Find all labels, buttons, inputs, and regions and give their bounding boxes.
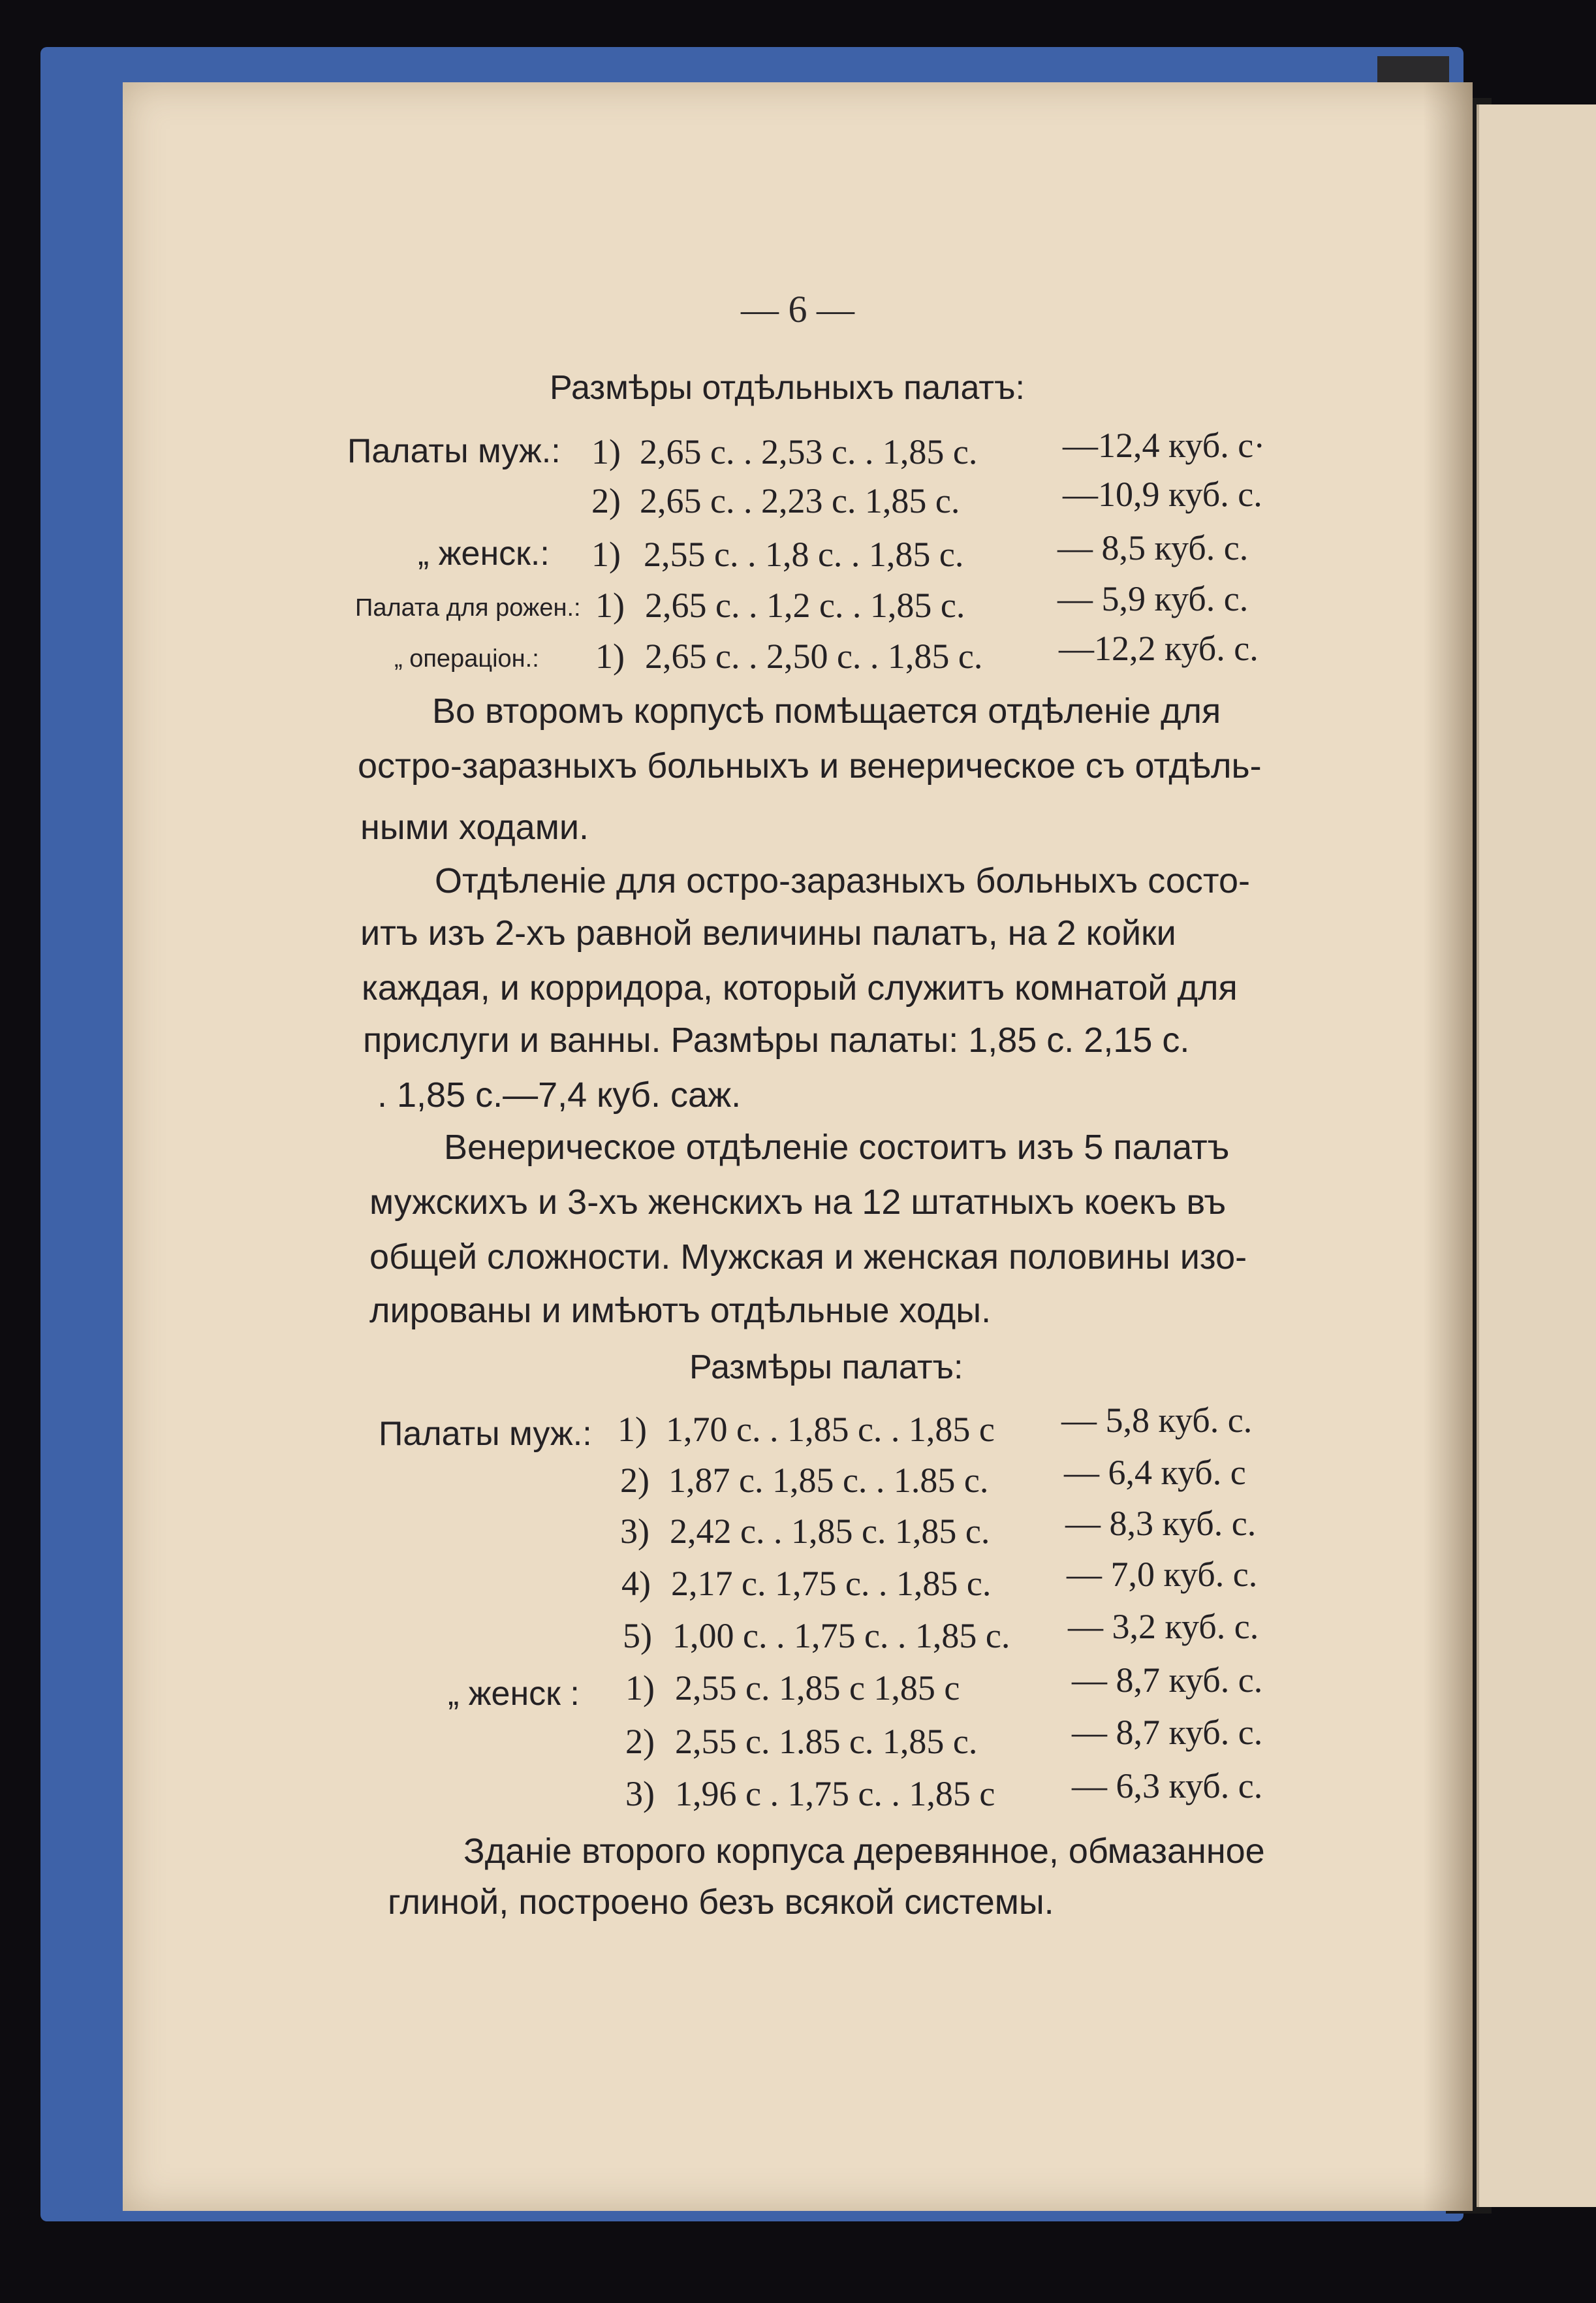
- s2-row6-dims: 2,55 с. 1,85 с 1,85 с: [675, 1668, 960, 1707]
- s1-row4-idx: 1): [595, 586, 625, 625]
- s1-row5-label: „ операціон.:: [394, 645, 539, 673]
- para1-line3: ными ходами.: [360, 808, 589, 847]
- s1-row3-result: — 8,5 куб. с.: [1057, 528, 1249, 567]
- para1-line2: остро-заразныхъ больныхъ и венерическое съ отдѣль-: [358, 746, 1262, 786]
- s2-row7-idx: 2): [625, 1722, 655, 1761]
- s1-row1-label: Палаты муж.:: [347, 432, 561, 470]
- para3-line1: Венерическое отдѣленіе состоитъ изъ 5 палатъ: [444, 1128, 1230, 1167]
- s1-row4-label: Палата для рожен.:: [355, 594, 581, 622]
- page-number: — 6 —: [741, 288, 854, 330]
- s2-row8-idx: 3): [625, 1774, 655, 1813]
- s2-row1-label: Палаты муж.:: [379, 1415, 592, 1453]
- s2-row4-idx: 4): [621, 1564, 651, 1603]
- s1-row3-label: „ женск.:: [418, 535, 550, 573]
- s2-row1-result: — 5,8 куб. с.: [1061, 1401, 1253, 1440]
- s2-row8-result: — 6,3 куб. с.: [1072, 1766, 1263, 1805]
- s1-row4-result: — 5,9 куб. с.: [1057, 579, 1249, 618]
- s2-row6-result: — 8,7 куб. с.: [1072, 1660, 1263, 1700]
- s1-row1-dims: 2,65 с. . 2,53 с. . 1,85 с.: [640, 432, 978, 471]
- s1-row3-dims: 2,55 с. . 1,8 с. . 1,85 с.: [644, 535, 964, 574]
- s2-row3-dims: 2,42 с. . 1,85 с. 1,85 с.: [670, 1512, 990, 1551]
- para3-line4: лированы и имѣютъ отдѣльные ходы.: [369, 1291, 992, 1330]
- s2-row2-idx: 2): [620, 1461, 649, 1500]
- s2-row3-result: — 8,3 куб. с.: [1065, 1504, 1257, 1543]
- s2-row7-result: — 8,7 куб. с.: [1072, 1713, 1263, 1752]
- s1-row5-idx: 1): [595, 637, 625, 676]
- s2-row1-dims: 1,70 с. . 1,85 с. . 1,85 с: [666, 1410, 995, 1449]
- page-gutter-shade: [1423, 82, 1473, 2211]
- para2-line2: итъ изъ 2-хъ равной величины палатъ, на 2 койки: [360, 913, 1176, 953]
- s1-row4-dims: 2,65 с. . 1,2 с. . 1,85 с.: [645, 586, 965, 625]
- para2-line1: Отдѣленіе для остро-заразныхъ больныхъ состо-: [435, 861, 1250, 900]
- para3-line3: общей сложности. Мужская и женская половины изо-: [369, 1237, 1247, 1277]
- para3-line2: мужскихъ и 3-хъ женскихъ на 12 штатныхъ коекъ въ: [369, 1183, 1227, 1222]
- s2-row6-idx: 1): [625, 1668, 655, 1707]
- s1-row1-idx: 1): [591, 432, 621, 471]
- s2-row6-label: „ женск :: [448, 1675, 580, 1713]
- para1-line1: Во второмъ корпусѣ помѣщается отдѣленіе для: [432, 691, 1221, 731]
- s1-row1-result: —12,4 куб. с·: [1063, 426, 1266, 465]
- para4-line2: глиной, построено безъ всякой системы.: [388, 1882, 1054, 1922]
- s1-row5-result: —12,2 куб. с.: [1059, 629, 1259, 668]
- s2-row2-result: — 6,4 куб. с: [1064, 1453, 1246, 1492]
- s2-row2-dims: 1,87 с. 1,85 с. . 1.85 с.: [668, 1461, 989, 1500]
- s2-row7-dims: 2,55 с. 1.85 с. 1,85 с.: [675, 1722, 978, 1761]
- para2-line3: каждая, и корридора, который служитъ комнатой для: [362, 968, 1238, 1008]
- s1-row2-dims: 2,65 с. . 2,23 с. 1,85 с.: [640, 481, 960, 520]
- para4-line1: Зданіе второго корпуса деревянное, обмазанное: [463, 1832, 1265, 1871]
- s2-row3-idx: 3): [620, 1512, 649, 1551]
- s2-row1-idx: 1): [618, 1410, 647, 1449]
- s2-row4-result: — 7,0 куб. с.: [1067, 1555, 1258, 1594]
- next-page-edge: [1477, 104, 1596, 2207]
- section1-heading: Размѣры отдѣльныхъ палатъ:: [550, 369, 1025, 407]
- para2-line5: . 1,85 с.—7,4 куб. саж.: [377, 1075, 742, 1115]
- para2-line4: прислуги и ванны. Размѣры палаты: 1,85 с. 2,15 с.: [363, 1021, 1190, 1060]
- s2-row8-dims: 1,96 с . 1,75 с. . 1,85 с: [675, 1774, 995, 1813]
- s2-row5-dims: 1,00 с. . 1,75 с. . 1,85 с.: [672, 1616, 1010, 1655]
- section2-heading: Размѣры палатъ:: [689, 1348, 963, 1386]
- s1-row2-idx: 2): [591, 481, 621, 520]
- s1-row5-dims: 2,65 с. . 2,50 с. . 1,85 с.: [645, 637, 983, 676]
- s2-row5-result: — 3,2 куб. с.: [1068, 1607, 1259, 1646]
- s2-row4-dims: 2,17 с. 1,75 с. . 1,85 с.: [671, 1564, 992, 1603]
- s2-row5-idx: 5): [623, 1616, 652, 1655]
- s1-row3-idx: 1): [591, 535, 621, 574]
- s1-row2-result: —10,9 куб. с.: [1063, 475, 1262, 514]
